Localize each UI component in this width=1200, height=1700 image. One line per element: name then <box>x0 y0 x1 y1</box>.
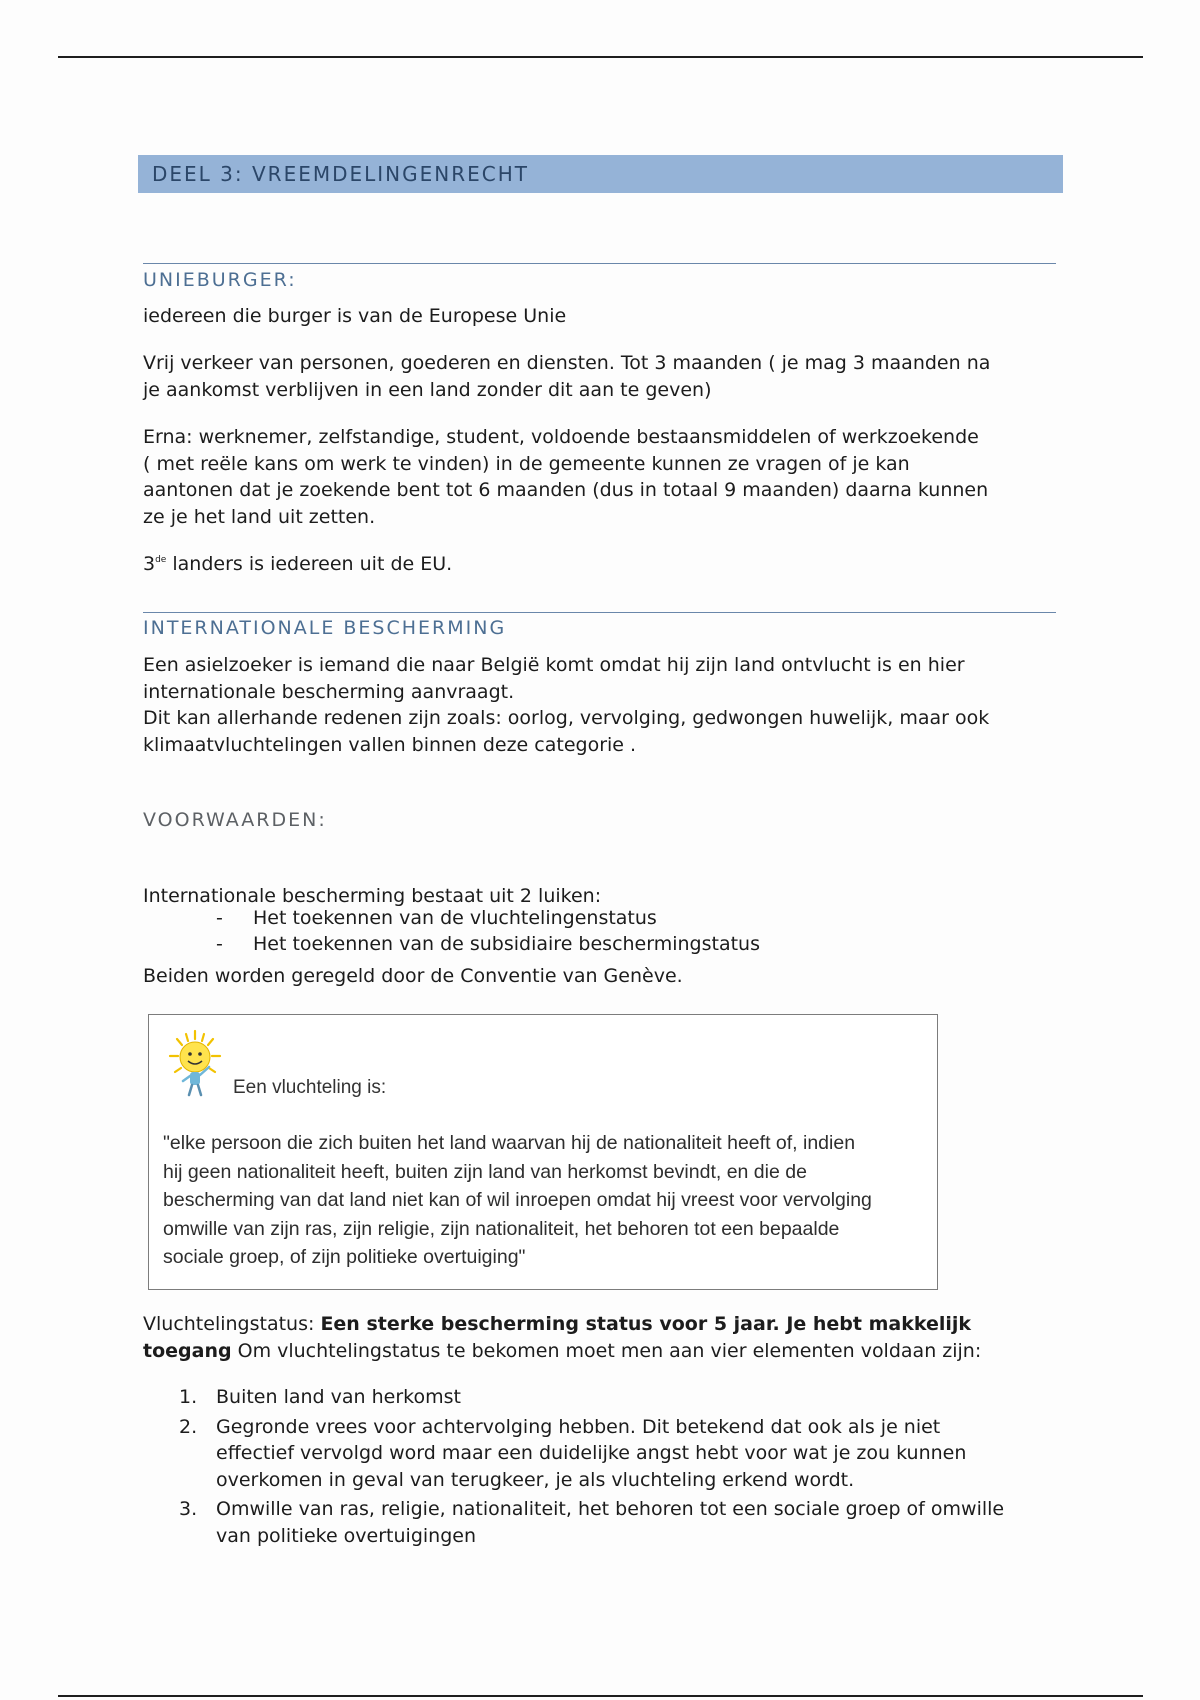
list-item: 2. Gegronde vrees voor achtervolging hebben. Dit betekend dat ook als je niet effectief vervolgd word maar een duidelijke angst hebt voor wat je zou kunnen overkomen in geval van terugkeer, je als vluchteling erkend wordt. <box>179 1415 967 1491</box>
heading-unieburger: UNIEBURGER: <box>143 269 297 291</box>
quote-title: Een vluchteling is: <box>233 1077 387 1098</box>
sun-mascot-icon <box>167 1029 223 1099</box>
list-item: - Het toekennen van de subsidiaire beschermingstatus <box>216 933 760 955</box>
paragraph-erna: Erna: werknemer, zelfstandige, student, voldoende bestaansmiddelen of werkzoekende ( met reële kans om werk te vinden) in de gemeente kunnen ze vragen of je kan aantonen dat je zoekende bent tot 6 maanden (dus in totaal 9 maanden) daarna kunnen ze je het land uit zetten. <box>143 426 989 528</box>
paragraph-luiken-intro: Internationale bescherming bestaat uit 2 luiken: <box>143 885 602 907</box>
heading-voorwaarden: VOORWAARDEN: <box>143 809 327 831</box>
luiken-list <box>143 905 1043 957</box>
heading-internationale-bescherming: INTERNATIONALE BESCHERMING <box>143 617 507 639</box>
part-title: DEEL 3: VREEMDELINGENRECHT <box>152 162 529 186</box>
list-item: 3. Omwille van ras, religie, nationaliteit, het behoren tot een sociale groep of omwille van politieke overtuigingen <box>179 1498 1005 1547</box>
part-title-bar <box>138 155 1063 193</box>
list-item: - Het toekennen van de vluchtelingenstatus <box>216 907 657 929</box>
page-top-rule <box>58 56 1143 58</box>
quote-text: "elke persoon die zich buiten het land waarvan hij de nationaliteit heeft of, indien hij geen nationaliteit heeft, buiten zijn land van herkomst bevindt, en die de bescherming van dat land niet kan of wil inroepen omdat hij vreest voor vervolging omwille van zijn ras, zijn religie, zijn nationaliteit, het behoren tot een bepaalde sociale groep, of zijn politieke overtuiging" <box>163 1132 872 1268</box>
paragraph-derde-landers: 3de landers is iedereen uit de EU. <box>143 553 453 575</box>
paragraph-conventie: Beiden worden geregeld door de Conventie van Genève. <box>143 965 683 987</box>
page-bottom-rule <box>58 1695 1143 1697</box>
section-rule-unieburger <box>143 263 1056 264</box>
list-item: 1. Buiten land van herkomst <box>179 1386 461 1408</box>
status-elements-list <box>143 1384 1063 1552</box>
paragraph-vluchtelingstatus: Vluchtelingstatus: Een sterke bescherming status voor 5 jaar. Je hebt makkelijk toegang Om vluchtelingstatus te bekomen moet men aan vier elementen voldaan zijn: <box>143 1313 982 1362</box>
section-rule-international <box>143 612 1056 613</box>
paragraph-vrij-verkeer: Vrij verkeer van personen, goederen en diensten. Tot 3 maanden ( je mag 3 maanden na je aankomst verblijven in een land zonder dit aan te geven) <box>143 352 991 401</box>
paragraph-asielzoeker: Een asielzoeker is iemand die naar België komt omdat hij zijn land ontvlucht is en hier internationale bescherming aanvraagt. Dit kan allerhande redenen zijn zoals: oorlog, vervolging, gedwongen huwelijk, maar ook klimaatvluchtelingen vallen binnen deze categorie . <box>143 654 990 756</box>
definition-quote-box <box>148 1014 938 1290</box>
paragraph-unieburger-definition: iedereen die burger is van de Europese Unie <box>143 305 567 327</box>
